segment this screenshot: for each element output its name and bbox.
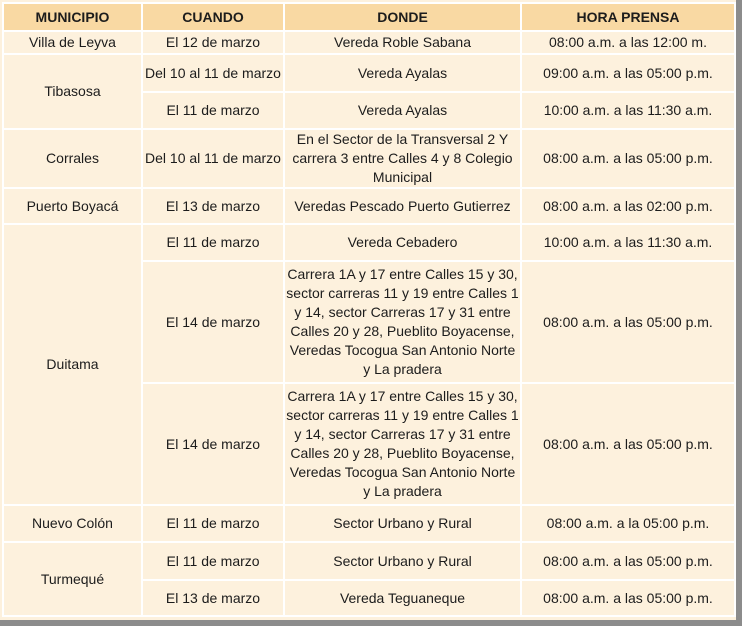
- table-row: [3, 224, 735, 261]
- donde-cell: Vereda Cebadero: [284, 224, 521, 261]
- cuando-cell: El 13 de marzo: [142, 580, 284, 616]
- municipio-cell: Corrales: [3, 129, 142, 188]
- hora-cell: 10:00 a.m. a las 11:30 a.m.: [521, 224, 735, 261]
- header-donde: DONDE: [284, 3, 521, 31]
- table-row: [3, 505, 735, 542]
- table-row: [3, 542, 735, 580]
- hora-cell: 09:00 a.m. a las 05:00 p.m.: [521, 54, 735, 92]
- hora-cell: 08:00 a.m. a las 02:00 p.m.: [521, 188, 735, 224]
- donde-cell: Sector Urbano y Rural: [284, 505, 521, 542]
- cuando-cell: El 12 de marzo: [142, 31, 284, 54]
- cuando-cell: El 14 de marzo: [142, 383, 284, 505]
- cuando-cell: El 11 de marzo: [142, 542, 284, 580]
- municipio-cell: Nuevo Colón: [3, 505, 142, 542]
- table-row: [3, 129, 735, 188]
- donde-cell: Sector Urbano y Rural: [284, 542, 521, 580]
- donde-cell: Carrera 1A y 17 entre Calles 15 y 30, sector carreras 11 y 19 entre Calles 1 y 14, sector Carreras 17 y 31 entre Calles 20 y 28, Pueblito Boyacense, Veredas Tocogua San Antonio Norte y La pradera: [284, 261, 521, 383]
- cuando-cell: El 11 de marzo: [142, 224, 284, 261]
- donde-cell: Vereda Roble Sabana: [284, 31, 521, 54]
- cuando-cell: El 13 de marzo: [142, 188, 284, 224]
- municipio-cell: Tibasosa: [3, 54, 142, 129]
- municipio-cell: Puerto Boyacá: [3, 188, 142, 224]
- table-row: [3, 31, 735, 54]
- hora-cell: 08:00 a.m. a las 05:00 p.m.: [521, 580, 735, 616]
- cuando-cell: Del 10 al 11 de marzo: [142, 129, 284, 188]
- header-cuando: CUANDO: [142, 3, 284, 31]
- donde-cell: Vereda Teguaneque: [284, 580, 521, 616]
- municipio-cell: Villa de Leyva: [3, 31, 142, 54]
- header-row: [3, 3, 735, 31]
- table-row: [3, 54, 735, 92]
- schedule-table: [2, 2, 736, 617]
- table-row: [3, 188, 735, 224]
- donde-cell: En el Sector de la Transversal 2 Y carrera 3 entre Calles 4 y 8 Colegio Municipal: [284, 129, 521, 188]
- hora-cell: 08:00 a.m. a las 05:00 p.m.: [521, 261, 735, 383]
- hora-cell: 08:00 a.m. a las 12:00 m.: [521, 31, 735, 54]
- cuando-cell: El 11 de marzo: [142, 92, 284, 129]
- cuando-cell: El 11 de marzo: [142, 505, 284, 542]
- donde-cell: Vereda Ayalas: [284, 92, 521, 129]
- header-hora-prensa: HORA PRENSA: [521, 3, 735, 31]
- donde-cell: Vereda Ayalas: [284, 54, 521, 92]
- hora-cell: 08:00 a.m. a la 05:00 p.m.: [521, 505, 735, 542]
- hora-cell: 10:00 a.m. a las 11:30 a.m.: [521, 92, 735, 129]
- cuando-cell: Del 10 al 11 de marzo: [142, 54, 284, 92]
- hora-cell: 08:00 a.m. a las 05:00 p.m.: [521, 129, 735, 188]
- cuando-cell: El 14 de marzo: [142, 261, 284, 383]
- donde-cell: Carrera 1A y 17 entre Calles 15 y 30, sector carreras 11 y 19 entre Calles 1 y 14, sector Carreras 17 y 31 entre Calles 20 y 28, Pueblito Boyacense, Veredas Tocogua San Antonio Norte y La pradera: [284, 383, 521, 505]
- municipio-cell: Duitama: [3, 224, 142, 505]
- hora-cell: 08:00 a.m. a las 05:00 p.m.: [521, 542, 735, 580]
- header-municipio: MUNICIPIO: [3, 3, 142, 31]
- municipio-cell: Turmequé: [3, 542, 142, 616]
- donde-cell: Veredas Pescado Puerto Gutierrez: [284, 188, 521, 224]
- hora-cell: 08:00 a.m. a las 05:00 p.m.: [521, 383, 735, 505]
